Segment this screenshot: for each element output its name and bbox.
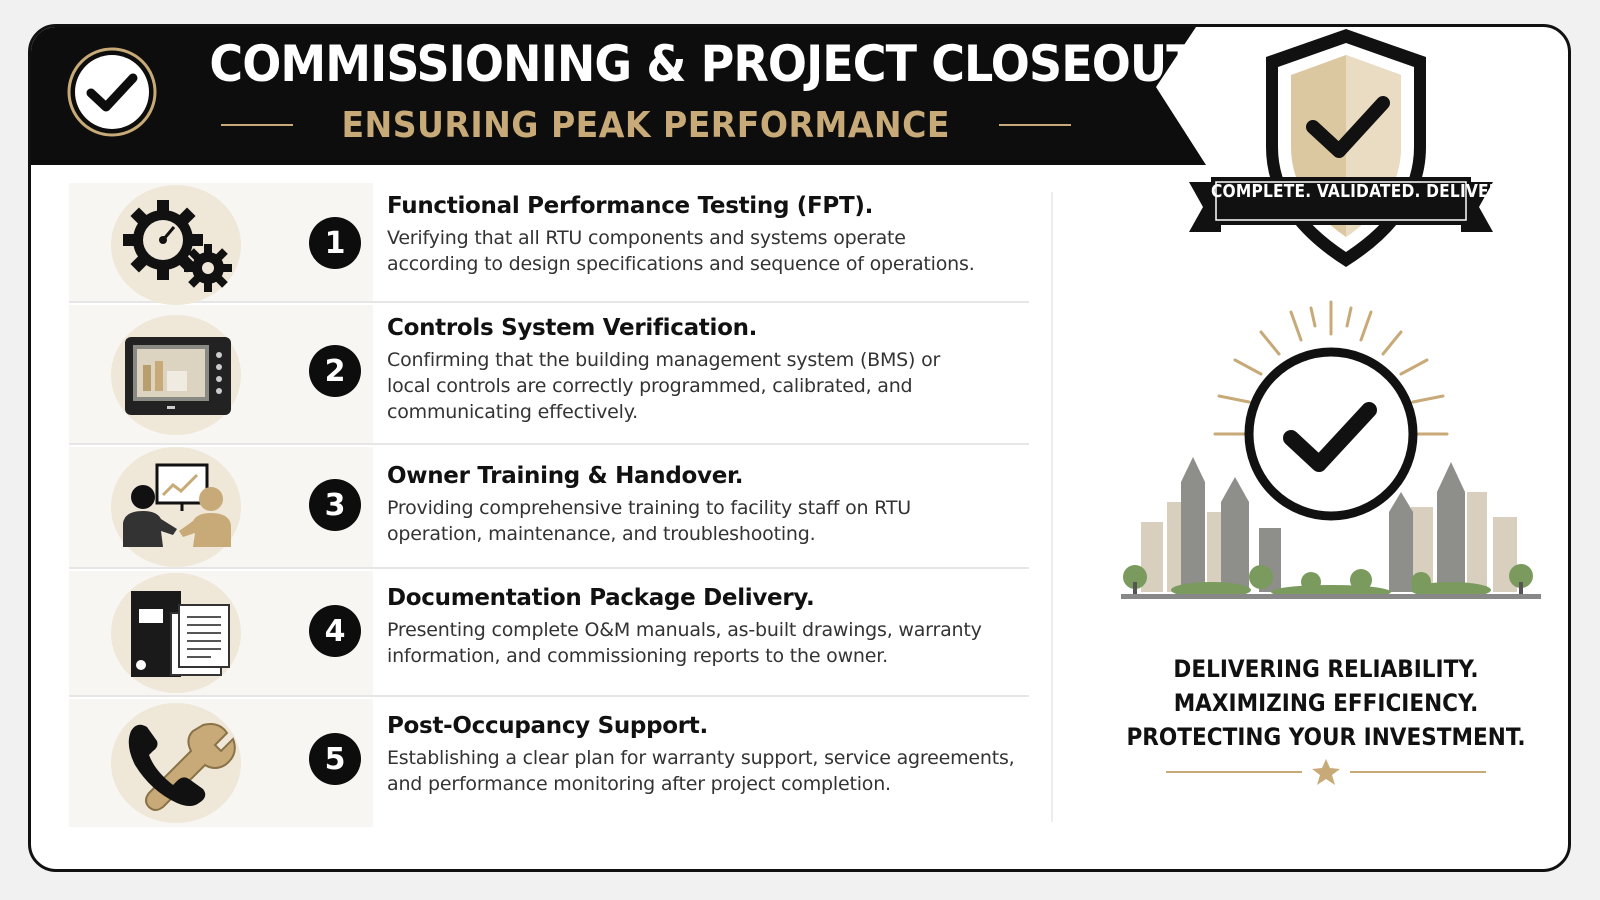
control-panel-icon (111, 315, 241, 435)
step-number-badge: 4 (309, 605, 361, 657)
step-description (387, 495, 1027, 547)
ribbon-text: COMPLETE. VALIDATED. DELIVERED. (1211, 181, 1531, 202)
step-item (69, 571, 1029, 697)
step-description-line: according to design specifications and sequence of operations. (387, 253, 975, 275)
step-description-line: local controls are correctly programmed, calibrated, and (387, 375, 913, 397)
step-description-line: Providing comprehensive training to facility staff on RTU (387, 497, 911, 519)
step-title: Functional Performance Testing (FPT). (387, 193, 874, 219)
binder-documents-icon (111, 573, 241, 693)
step-item (69, 447, 1029, 569)
infographic-card (28, 24, 1571, 872)
step-description-line: operation, maintenance, and troubleshooting. (387, 523, 816, 545)
city-skyline-check-icon (1111, 292, 1551, 642)
tagline-line: PROTECTING YOUR INVESTMENT. (1126, 723, 1526, 751)
page-title: COMMISSIONING & PROJECT CLOSEOUT: (209, 35, 1212, 93)
step-description-line: and performance monitoring after project completion. (387, 773, 891, 795)
subtitle-rule-left (221, 124, 293, 126)
step-description (387, 617, 1027, 669)
step-text (387, 713, 1027, 797)
step-title: Documentation Package Delivery. (387, 585, 815, 611)
step-number-badge: 2 (309, 345, 361, 397)
step-description-line: Confirming that the building management system (BMS) or (387, 349, 941, 371)
step-text (387, 193, 1027, 277)
step-description-line: information, and commissioning reports to the owner. (387, 645, 888, 667)
step-text (387, 315, 1027, 425)
training-handshake-icon (111, 447, 241, 567)
step-description-line: communicating effectively. (387, 401, 638, 423)
step-item (69, 305, 1029, 445)
step-title: Controls System Verification. (387, 315, 758, 341)
step-number-badge: 1 (309, 217, 361, 269)
step-item (69, 183, 1029, 303)
page-subtitle: ENSURING PEAK PERFORMANCE (341, 104, 951, 146)
right-panel (1081, 27, 1571, 872)
step-title: Owner Training & Handover. (387, 463, 744, 489)
step-description (387, 347, 1027, 425)
checkmark-circle-icon (67, 47, 157, 137)
step-number-badge: 3 (309, 479, 361, 531)
tagline-line: MAXIMIZING EFFICIENCY. (1173, 689, 1479, 717)
step-item (69, 699, 1029, 827)
step-description-line: Establishing a clear plan for warranty support, service agreements, (387, 747, 1015, 769)
shield-check-icon (1161, 27, 1531, 277)
phone-wrench-icon (111, 703, 241, 823)
step-description (387, 225, 1027, 277)
step-description (387, 745, 1027, 797)
step-description-line: Presenting complete O&M manuals, as-built drawings, warranty (387, 619, 982, 641)
step-text (387, 585, 1027, 669)
step-description-line: Verifying that all RTU components and systems operate (387, 227, 906, 249)
step-text (387, 463, 1027, 547)
star-divider-icon (1166, 757, 1486, 787)
step-title: Post-Occupancy Support. (387, 713, 708, 739)
tagline (1106, 652, 1547, 754)
subtitle-row (221, 103, 1071, 147)
column-divider (1051, 192, 1053, 822)
gears-gauge-icon (111, 185, 241, 305)
tagline-line: DELIVERING RELIABILITY. (1173, 655, 1479, 683)
step-number-badge: 5 (309, 733, 361, 785)
subtitle-rule-right (999, 124, 1071, 126)
